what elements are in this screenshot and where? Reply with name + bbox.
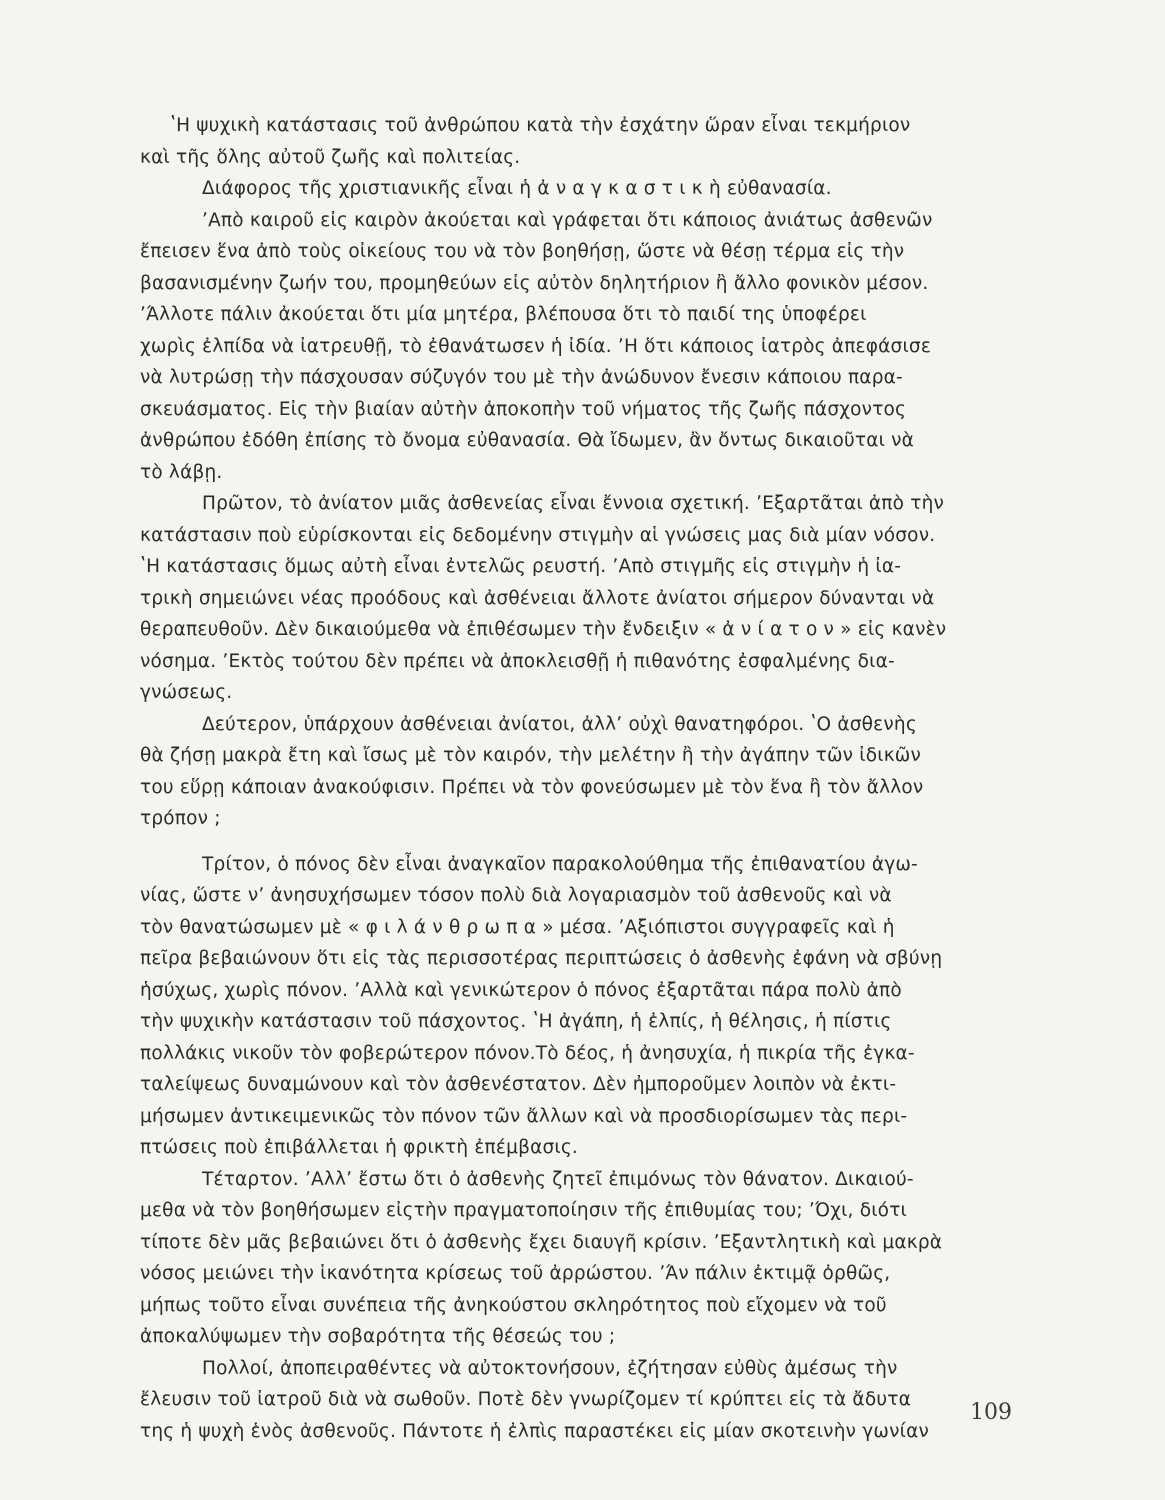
text-line: σκευάσματος. Εἰς τὴν βιαίαν αὐτὴν ἀποκοπὴν τοῦ νήματος τῆς ζωῆς πάσχοντος — [140, 398, 907, 420]
text-line: του εὕρῃ κάποιαν ἀνακούφισιν. Πρέπει νὰ τὸν φονεύσωμεν μὲ τὸν ἕνα ἢ τὸν ἄλλον — [140, 776, 924, 798]
text-line: μήσωμεν ἀντικειμενικῶς τὸν πόνον τῶν ἄλλων καὶ νὰ προσδιορίσωμεν τὰς περι- — [140, 1105, 908, 1127]
text-line: ʼΆλλοτε πάλιν ἀκούεται ὅτι μία μητέρα, βλέπουσα ὅτι τὸ παιδί της ὑποφέρει — [140, 304, 867, 325]
text-line: τὸν θανατώσωμεν μὲ « φ ι λ ά ν θ ρ ω π α » μέσα. ʼΑξιόπιστοι συγγραφεῖς καὶ ἡ — [140, 916, 895, 938]
text-line: ʽΗ κατάστασις ὅμως αὐτὴ εἶναι ἐντελῶς ρευστή. ʼΑπὸ στιγμῆς εἰς στιγμὴν ἡ ἰα- — [140, 556, 902, 577]
text-line: ἀποκαλύψωμεν τὴν σοβαρότητα τῆς θέσεώς του ; — [140, 1326, 616, 1347]
text-line: θεραπευθοῦν. Δὲν δικαιούμεθα νὰ ἐπιθέσωμεν τὴν ἔνδειξιν « ἀ ν ί α τ ο ν » εἰς κανὲν — [140, 619, 947, 640]
text-line: μήπως τοῦτο εἶναι συνέπεια τῆς ἀνηκούστου σκληρότητος ποὺ εἴχομεν νὰ τοῦ — [140, 1294, 887, 1316]
text-line: Πρῶτον, τὸ ἀνίατον μιᾶς ἀσθενείας εἶναι ἔννοια σχετική. ʼΕξαρτᾶται ἀπὸ τὴν — [202, 493, 945, 514]
text-line: ἔπεισεν ἕνα ἀπὸ τοὺς οἰκείους του νὰ τὸν βοηθήσῃ, ὥστε νὰ θέσῃ τέρμα εἰς τὴν — [140, 241, 905, 262]
text-line: Πολλοί, ἀποπειραθέντες νὰ αὐτοκτονήσουν, ἐζήτησαν εὐθὺς ἀμέσως τὴν — [202, 1357, 898, 1379]
text-line: μεθα νὰ τὸν βοηθήσωμεν εἰςτὴν πραγματοποίησιν τῆς ἐπιθυμίας του; ʼΌχι, διότι — [140, 1200, 907, 1221]
text-line: Διάφορος τῆς χριστιανικῆς εἶναι ἡ ἀ ν α γ κ α σ τ ι κ ὴ εὐθανασία. — [202, 178, 832, 199]
text-line: Τέταρτον. ʼΑλλʼ ἔστω ὅτι ὁ ἀσθενὴς ζητεῖ ἐπιμόνως τὸν θάνατον. Δικαιού- — [202, 1168, 914, 1190]
text-line: χωρὶς ἐλπίδα νὰ ἰατρευθῇ, τὸ ἐθανάτωσεν ἡ ἰδία. ʼΗ ὅτι κάποιος ἰατρὸς ἀπεφάσισε — [140, 335, 932, 357]
text-line: ἔλευσιν τοῦ ἰατροῦ διὰ νὰ σωθοῦν. Ποτὲ δὲν γνωρίζομεν τί κρύπτει εἰς τὰ ἄδυτα — [140, 1389, 911, 1410]
text-line: ταλείψεως δυναμώνουν καὶ τὸν ἀσθενέστατον. Δὲν ἠμποροῦμεν λοιπὸν νὰ ἐκτι- — [140, 1074, 897, 1095]
text-line: ʽΗ ψυχικὴ κατάστασις τοῦ ἀνθρώπου κατὰ τὴν ἐσχάτην ὥραν εἶναι τεκμήριον — [170, 115, 911, 136]
text-line: καὶ τῆς ὅλης αὐτοῦ ζωῆς καὶ πολιτείας. — [140, 146, 521, 168]
text-line: τρικὴ σημειώνει νέας προόδους καὶ ἀσθένειαι ἄλλοτε ἀνίατοι σήμερον δύνανται νὰ — [140, 587, 935, 609]
text-line: πολλάκις νικοῦν τὸν φοβερώτερον πόνον.Τὸ δέος, ἡ ἀνησυχία, ἡ πικρία τῆς ἐγκα- — [140, 1042, 915, 1064]
text-line: ἀνθρώπου ἐδόθη ἐπίσης τὸ ὄνομα εὐθανασία. Θὰ ἴδωμεν, ἂν ὄντως δικαιοῦται νὰ — [140, 430, 915, 451]
text-line: νόσημα. ʼΕκτὸς τούτου δὲν πρέπει νὰ ἀποκλεισθῇ ἡ πιθανότης ἐσφαλμένης δια- — [140, 650, 895, 672]
text-line: Τρίτον, ὁ πόνος δὲν εἶναι ἀναγκαῖον παρακολούθημα τῆς ἐπιθανατίου ἀγω- — [202, 853, 918, 875]
text-line: τὴν ψυχικὴν κατάστασιν τοῦ πάσχοντος. ʽΗ ἀγάπη, ἡ ἐλπίς, ἡ θέλησις, ἡ πίστις — [140, 1011, 892, 1032]
text-line: τὸ λάβῃ. — [140, 461, 223, 483]
body-text — [140, 110, 1020, 1447]
text-line: θὰ ζήσῃ μακρὰ ἔτη καὶ ἴσως μὲ τὸν καιρόν, τὴν μελέτην ἢ τὴν ἀγάπην τῶν ἰδικῶν — [140, 745, 922, 766]
text-line: νίας, ὥστε νʼ ἀνησυχήσωμεν τόσον πολὺ διὰ λογαριασμὸν τοῦ ἀσθενοῦς καὶ νὰ — [140, 885, 892, 906]
text-line: κατάστασιν ποὺ εὑρίσκονται εἰς δεδομένην στιγμὴν αἱ γνώσεις μας διὰ μίαν νόσον. — [140, 524, 936, 546]
text-line: βασανισμένην ζωήν του, προμηθεύων εἰς αὐτὸν δηλητήριον ἢ ἄλλο φονικὸν μέσον. — [140, 272, 929, 294]
text-line: ʼΑπὸ καιροῦ εἰς καιρὸν ἀκούεται καὶ γράφεται ὅτι κάποιος ἀνιάτως ἀσθενῶν — [202, 209, 933, 231]
text-line: ἡσύχως, χωρὶς πόνον. ʼΑλλὰ καὶ γενικώτερον ὁ πόνος ἐξαρτᾶται πάρα πολὺ ἀπὸ — [140, 979, 902, 1001]
text-line: της ἡ ψυχὴ ἑνὸς ἀσθενοῦς. Πάντοτε ἡ ἐλπὶς παραστέκει εἰς μίαν σκοτεινὴν γωνίαν — [140, 1420, 930, 1442]
text-line: πεῖρα βεβαιώνουν ὅτι εἰς τὰς περισσοτέρας περιπτώσεις ὁ ἀσθενὴς ἐφάνη νὰ σβύνῃ — [140, 948, 943, 969]
text-line: τρόπον ; — [140, 808, 221, 829]
text-line: πτώσεις ποὺ ἐπιβάλλεται ἡ φρικτὴ ἐπέμβασις. — [140, 1137, 578, 1158]
page-number: 109 — [970, 1400, 1012, 1425]
text-line: νὰ λυτρώσῃ τὴν πάσχουσαν σύζυγόν του μὲ τὴν ἀνώδυνον ἔνεσιν κάποιου παρα- — [140, 367, 903, 388]
text-line: γνώσεως. — [140, 682, 233, 703]
text-line: τίποτε δὲν μᾶς βεβαιώνει ὅτι ὁ ἀσθενὴς ἔχει διαυγῆ κρίσιν. ʼΕξαντλητικὴ καὶ μακρὰ — [140, 1231, 943, 1253]
text-line: Δεύτερον, ὑπάρχουν ἀσθένειαι ἀνίατοι, ἀλλʼ οὐχὶ θανατηφόροι. ʽΟ ἀσθενὴς — [202, 713, 917, 735]
text-line: νόσος μειώνει τὴν ἱκανότητα κρίσεως τοῦ ἀρρώστου. ʼΆν πάλιν ἐκτιμᾷ ὀρθῶς, — [140, 1263, 891, 1284]
